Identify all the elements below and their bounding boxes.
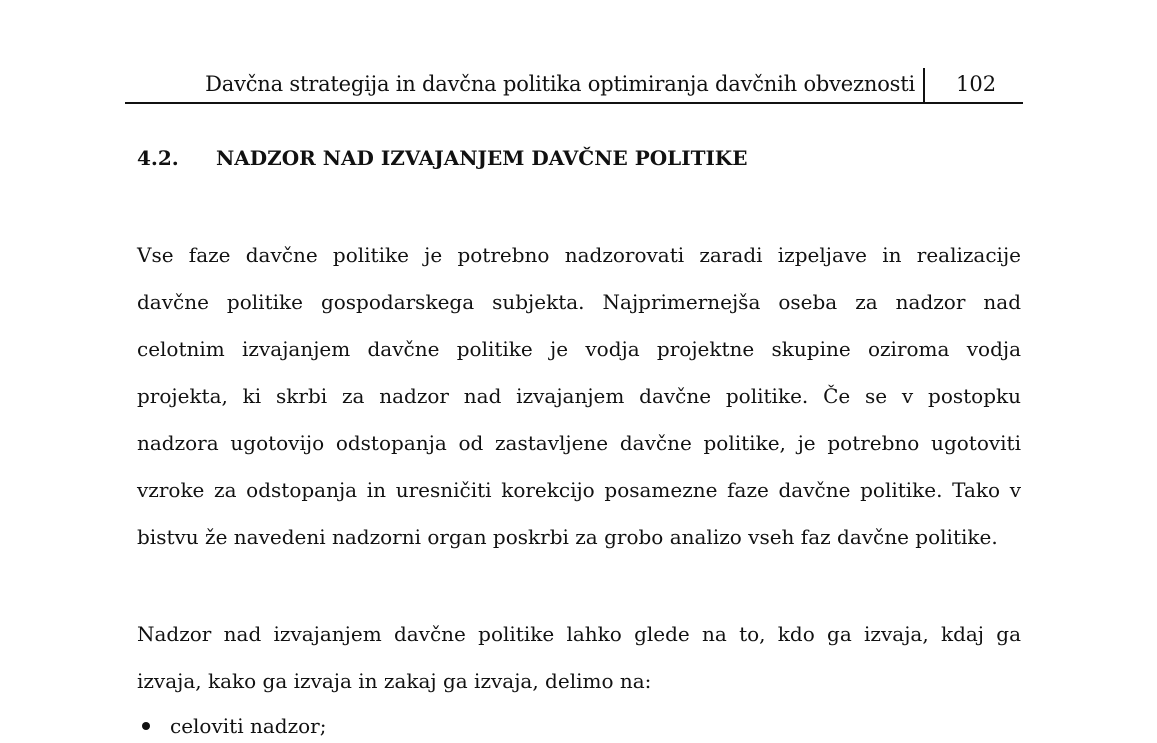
bullet-list-item: [137, 714, 326, 738]
paragraph-line: davčne politike gospodarskega subjekta. Najprimernejša oseba za nadzor nad: [137, 290, 1021, 314]
paragraph-line: izvaja, kako ga izvaja in zakaj ga izvaja, delimo na:: [137, 669, 652, 693]
section-number: 4.2.: [137, 146, 179, 170]
bullet-text: celoviti nadzor;: [170, 714, 327, 738]
paragraph-line: nadzora ugotovijo odstopanja od zastavljene davčne politike, je potrebno ugotoviti: [137, 431, 1021, 455]
running-header: [125, 68, 1023, 104]
paragraph-line: vzroke za odstopanja in uresničiti korekcijo posamezne faze davčne politike. Tako v: [137, 478, 1021, 502]
paragraph-division: [137, 621, 1021, 715]
paragraph-supervision: [137, 242, 1021, 571]
header-separator: [923, 68, 925, 102]
page-number: 102: [956, 72, 997, 96]
paragraph-line: projekta, ki skrbi za nadzor nad izvajanjem davčne politike. Če se v postopku: [137, 384, 1021, 408]
bullet-icon: [142, 722, 150, 730]
section-title: NADZOR NAD IZVAJANJEM DAVČNE POLITIKE: [216, 146, 748, 170]
paragraph-line: Nadzor nad izvajanjem davčne politike lahko glede na to, kdo ga izvaja, kdaj ga: [137, 622, 1021, 646]
paragraph-line: Vse faze davčne politike je potrebno nadzorovati zaradi izpeljave in realizacije: [137, 243, 1021, 267]
paragraph-line: celotnim izvajanjem davčne politike je vodja projektne skupine oziroma vodja: [137, 337, 1021, 361]
header-title: Davčna strategija in davčna politika optimiranja davčnih obveznosti: [205, 72, 915, 96]
paragraph-line: bistvu že navedeni nadzorni organ poskrbi za grobo analizo vseh faz davčne politike.: [137, 525, 998, 549]
section-heading: [137, 146, 747, 170]
